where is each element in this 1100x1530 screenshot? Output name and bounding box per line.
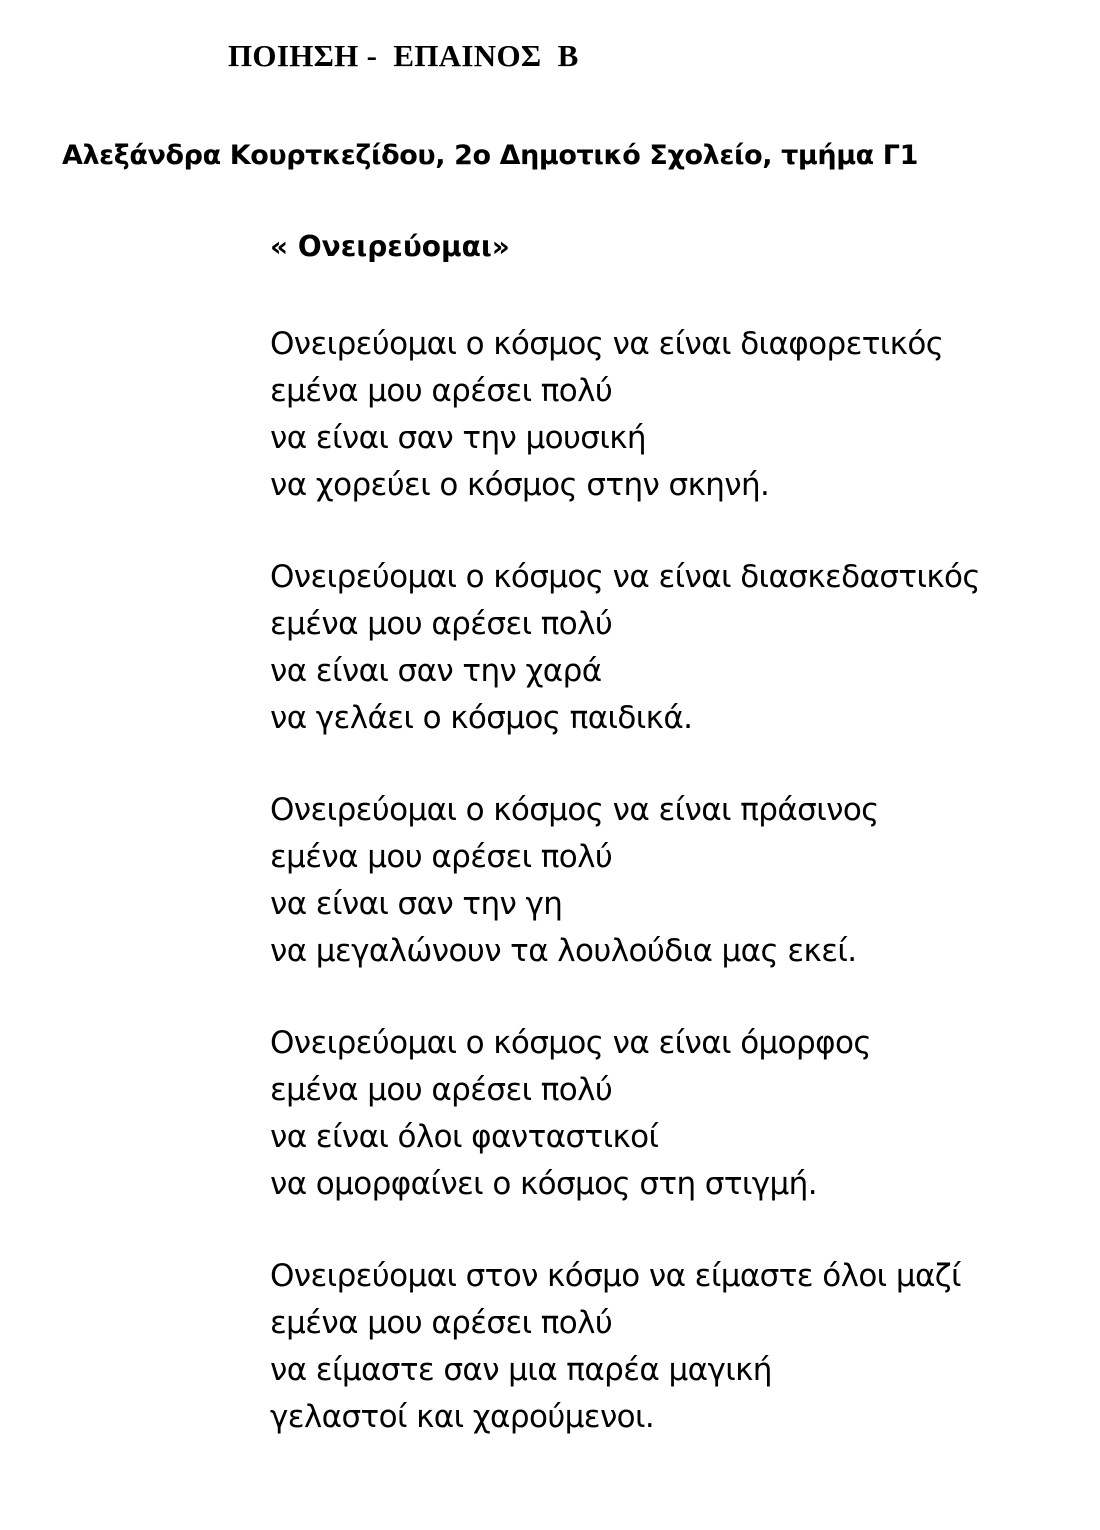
poem-line: εμένα μου αρέσει πολύ xyxy=(270,1072,613,1108)
poem-line: Ονειρεύομαι ο κόσμος να είναι όμορφος xyxy=(270,1025,871,1061)
poem-line: να ομορφαίνει ο κόσμος στη στιγμή. xyxy=(270,1166,817,1202)
poem-line: να είναι σαν την χαρά xyxy=(270,653,602,689)
poem-line: να χορεύει ο κόσμος στην σκηνή. xyxy=(270,467,770,503)
poem-line: Ονειρεύομαι ο κόσμος να είναι πράσινος xyxy=(270,792,879,828)
stanza-3 xyxy=(270,787,1070,975)
poem-line: να είναι σαν την γη xyxy=(270,886,563,922)
poem-line: να είναι όλοι φανταστικοί xyxy=(270,1119,659,1155)
poem-line: γελαστοί και χαρούμενοι. xyxy=(270,1399,655,1435)
poem-line: Ονειρεύομαι στον κόσμο να είμαστε όλοι μαζί xyxy=(270,1258,961,1294)
poem-line: εμένα μου αρέσει πολύ xyxy=(270,373,613,409)
poem-body xyxy=(270,321,1070,1486)
page-heading: ΠΟΙΗΣΗ - ΕΠΑΙΝΟΣ Β xyxy=(228,38,579,73)
stanza-5 xyxy=(270,1253,1070,1441)
poem-line: να γελάει ο κόσμος παιδικά. xyxy=(270,700,693,736)
stanza-2 xyxy=(270,554,1070,742)
poem-line: Ονειρεύομαι ο κόσμος να είναι διασκεδαστικός xyxy=(270,559,980,595)
author-line: Αλεξάνδρα Κουρτκεζίδου, 2ο Δημοτικό Σχολείο, τμήμα Γ1 xyxy=(62,140,918,171)
poem-line: να είναι σαν την μουσική xyxy=(270,420,646,456)
poem-line: να μεγαλώνουν τα λουλούδια μας εκεί. xyxy=(270,933,857,969)
stanza-1 xyxy=(270,321,1070,509)
poem-title: « Ονειρεύομαι» xyxy=(270,230,510,263)
poem-line: Ονειρεύομαι ο κόσμος να είναι διαφορετικός xyxy=(270,326,944,362)
stanza-4 xyxy=(270,1020,1070,1208)
poem-line: εμένα μου αρέσει πολύ xyxy=(270,1305,613,1341)
poem-line: εμένα μου αρέσει πολύ xyxy=(270,839,613,875)
poem-line: να είμαστε σαν μια παρέα μαγική xyxy=(270,1352,772,1388)
poem-line: εμένα μου αρέσει πολύ xyxy=(270,606,613,642)
